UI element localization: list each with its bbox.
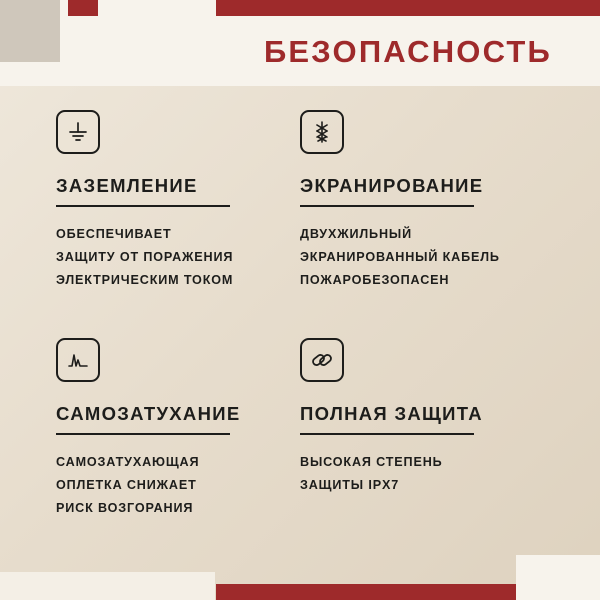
card-body-line: ВЫСОКАЯ СТЕПЕНЬ [300, 455, 443, 470]
card-body [56, 451, 288, 520]
decor-bottom-right-panel [516, 555, 600, 600]
card-body-line: ЗАЩИТУ ОТ ПОРАЖЕНИЯ [56, 250, 234, 265]
card-body-line: САМОЗАТУХАЮЩАЯ [56, 455, 200, 470]
card-body-line: ОПЛЕТКА СНИЖАЕТ [56, 478, 197, 493]
card-body-line: ЗАЩИТЫ IPX7 [300, 478, 400, 493]
card-body-line: ПОЖАРОБЕЗОПАСЕН [300, 273, 450, 288]
card-body [300, 223, 532, 292]
card-title: ЭКРАНИРОВАНИЕ [300, 175, 484, 196]
feature-card-grounding [56, 110, 288, 292]
card-divider [300, 205, 474, 207]
feature-grid [0, 110, 600, 520]
card-body-line: ДВУХЖИЛЬНЫЙ [300, 227, 412, 242]
card-body [56, 223, 288, 292]
feature-card-shielding [300, 110, 532, 292]
chain-link-icon [300, 338, 344, 382]
decor-top-red-bar-small [68, 0, 98, 16]
card-title: САМОЗАТУХАНИЕ [56, 403, 241, 425]
card-body-line: ОБЕСПЕЧИВАЕТ [56, 227, 172, 242]
decor-bottom-red-bar [216, 584, 516, 600]
card-body [300, 451, 532, 497]
card-divider [300, 433, 474, 435]
decor-bottom-left-panel [0, 572, 215, 600]
page-title: БЕЗОПАСНОСТЬ [263, 33, 553, 69]
card-body-line: ЭЛЕКТРИЧЕСКИМ ТОКОМ [56, 273, 234, 288]
grounding-icon [56, 110, 100, 154]
card-title: ПОЛНАЯ ЗАЩИТА [300, 403, 483, 425]
decor-top-left-grey-block [0, 0, 60, 62]
card-divider [56, 205, 230, 207]
feature-card-self-extinguishing [56, 338, 288, 520]
card-body-line: РИСК ВОЗГОРАНИЯ [56, 501, 194, 516]
card-divider [56, 433, 230, 435]
title-band [216, 16, 600, 86]
shielding-icon [300, 110, 344, 154]
self-extinguishing-icon [56, 338, 100, 382]
card-body-line: ЭКРАНИРОВАННЫЙ КАБЕЛЬ [300, 250, 500, 265]
feature-card-full-protection [300, 338, 532, 520]
card-title: ЗАЗЕМЛЕНИЕ [56, 175, 198, 196]
decor-top-red-bar [216, 0, 600, 16]
